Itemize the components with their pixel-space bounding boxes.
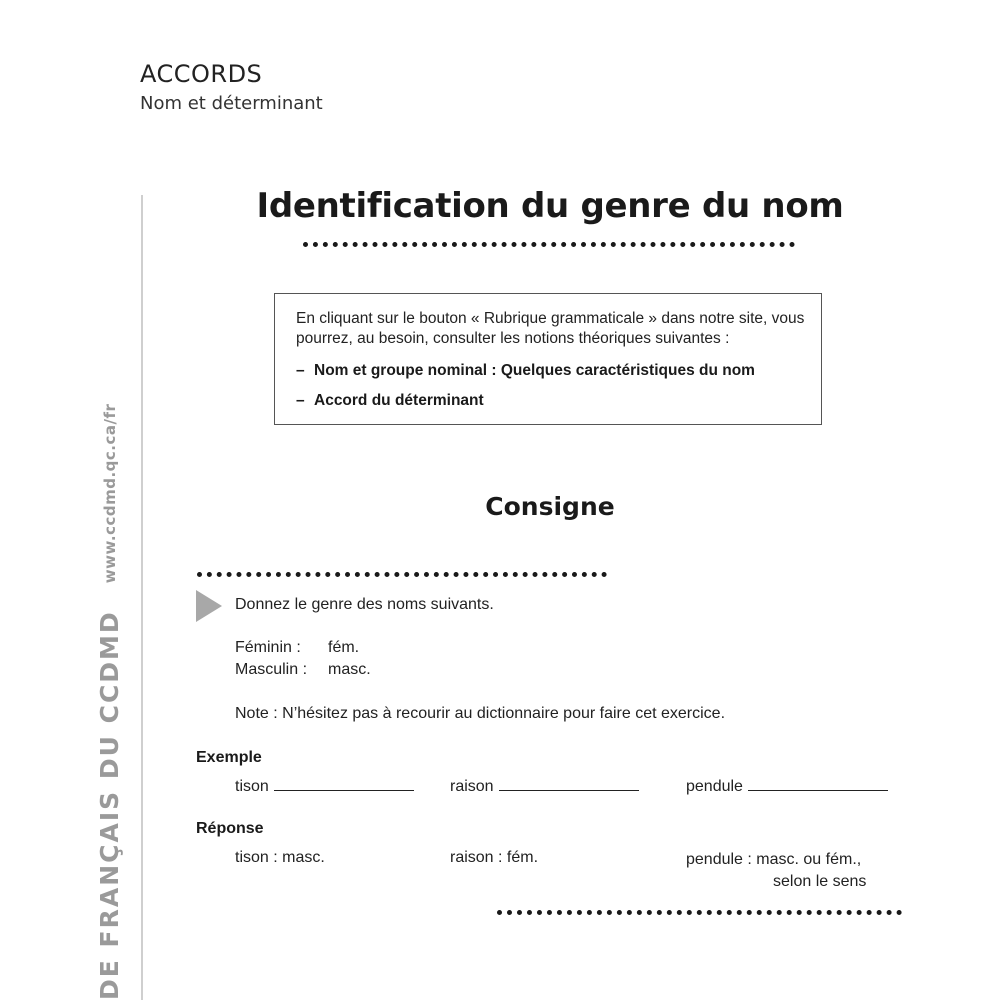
arrow-icon [196,590,222,622]
info-item-dash: – [296,362,305,379]
abbreviation-value: fém. [328,639,360,656]
info-box [274,293,822,425]
response-item: raison : fém. [450,849,539,866]
info-item-dash: – [296,392,305,409]
info-item [296,391,805,411]
example-item [235,778,414,796]
consigne-dotted-rule [197,572,607,577]
abbreviation-label: Féminin : [235,639,301,656]
info-intro: En cliquant sur le bouton « Rubrique grammaticale » dans notre site, vous pourrez, au besoin, consulter les notions théoriques suivantes : [296,310,805,347]
response-item: tison : masc. [235,849,325,866]
answer-blank [748,778,888,791]
instruction-text: Donnez le genre des noms suivants. [235,596,494,613]
footer-dotted-rule [497,910,902,915]
example-item [686,778,888,796]
example-label: Exemple [196,749,262,766]
example-item [450,778,639,796]
answer-blank [499,778,639,791]
example-word: raison [450,778,494,795]
sidebar-organization: DE FRANÇAIS DU CCDMD [95,610,124,1000]
response-label: Réponse [196,820,264,837]
info-item [296,361,805,381]
example-word: tison [235,778,269,795]
response-item [686,849,866,893]
example-word: pendule [686,778,743,795]
page-title: Identification du genre du nom [256,186,844,226]
abbreviation-label: Masculin : [235,661,308,678]
response-line: pendule : masc. ou fém., [686,851,862,868]
sidebar-vertical-text [95,403,143,1000]
note-text: Note : N’hésitez pas à recourir au dictionnaire pour faire cet exercice. [235,705,726,722]
consigne-heading: Consigne [485,492,615,521]
response-line: selon le sens [773,873,867,890]
answer-blank [274,778,414,791]
section-subtitle: Nom et déterminant [140,93,323,114]
info-item-label: Accord du déterminant [314,392,484,409]
sidebar-url: www.ccdmd.qc.ca/fr [100,403,119,584]
abbreviation-value: masc. [328,661,371,678]
section-title: ACCORDS [140,60,263,88]
abbreviation-row [235,661,371,679]
abbreviation-row [235,639,359,657]
info-item-label: Nom et groupe nominal : Quelques caractéristiques du nom [314,362,755,379]
title-dotted-rule [303,242,795,247]
